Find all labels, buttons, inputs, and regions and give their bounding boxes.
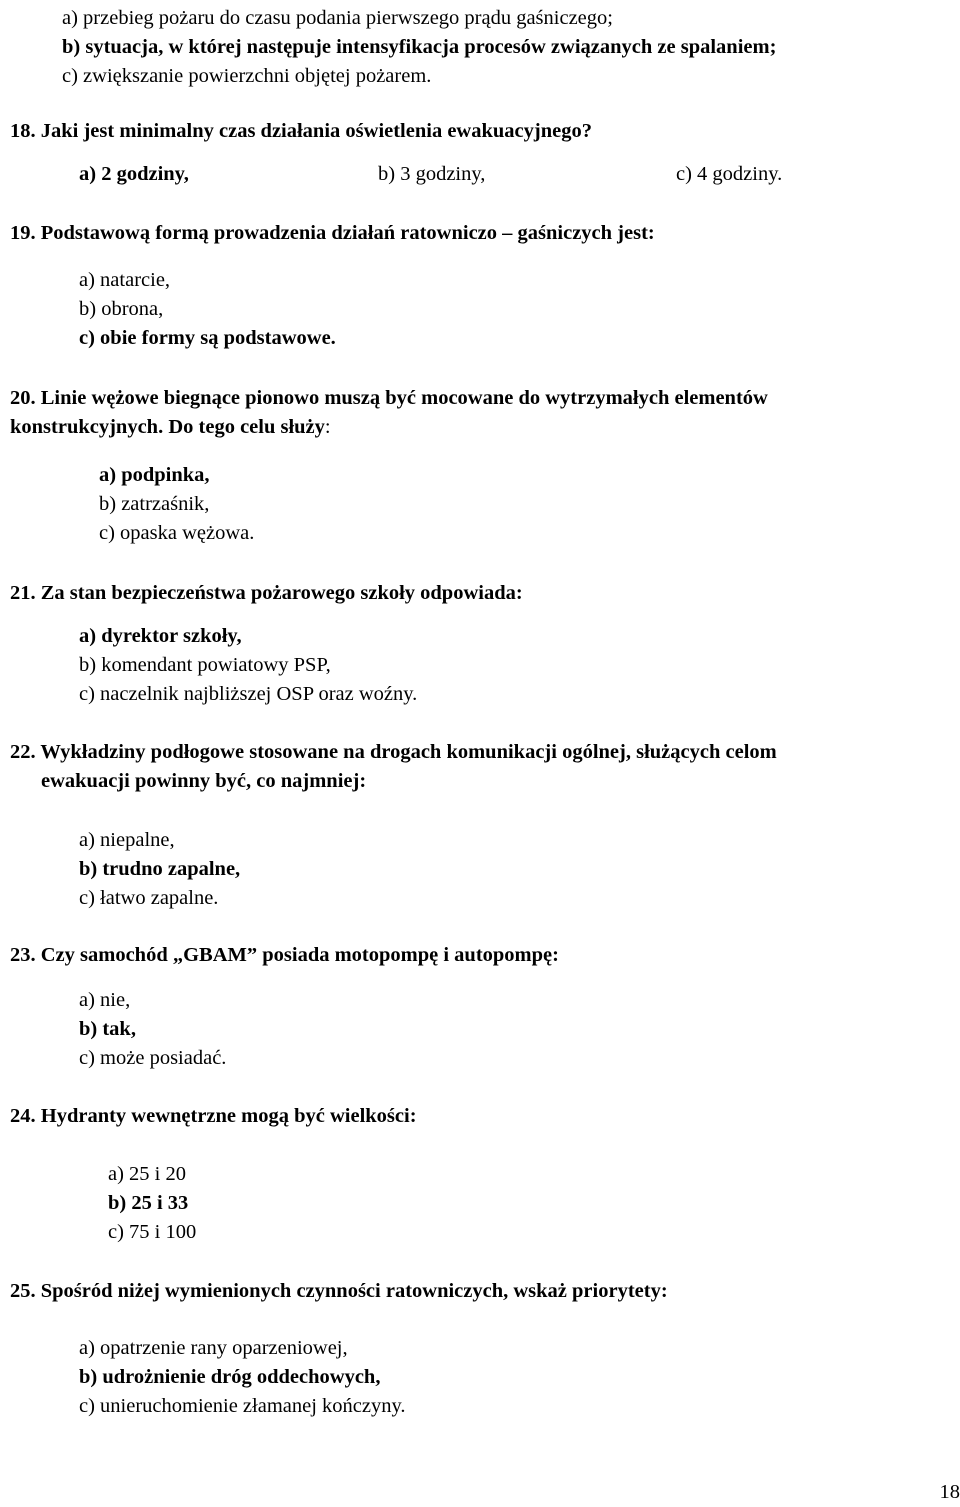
prev-question-option-a: a) przebieg pożaru do czasu podania pierwszego prądu gaśniczego; bbox=[62, 4, 613, 33]
q22-option-b: b) trudno zapalne, bbox=[79, 855, 240, 884]
q25-option-b-prefix: b) bbox=[79, 1366, 102, 1388]
q23-option-a: a) nie, bbox=[79, 986, 130, 1015]
q19-option-c: c) obie formy są podstawowe. bbox=[79, 324, 336, 353]
q25-option-b bbox=[79, 1363, 380, 1392]
question-20-line-2-colon: : bbox=[325, 416, 331, 438]
question-21: 21. Za stan bezpieczeństwa pożarowego szkoły odpowiada: bbox=[10, 579, 523, 608]
q25-option-b-text: udrożnienie dróg oddechowych, bbox=[102, 1366, 380, 1388]
q18-option-b: b) 3 godziny, bbox=[378, 160, 485, 189]
q18-option-c: c) 4 godziny. bbox=[676, 160, 782, 189]
prev-question-option-b: b) sytuacja, w której następuje intensyfikacja procesów związanych ze spalaniem; bbox=[62, 33, 776, 62]
q24-option-b: b) 25 i 33 bbox=[108, 1189, 188, 1218]
q21-option-a: a) dyrektor szkoły, bbox=[79, 622, 242, 651]
question-22-line-1: 22. Wykładziny podłogowe stosowane na drogach komunikacji ogólnej, służących celom bbox=[10, 738, 777, 767]
q20-option-a: a) podpinka, bbox=[99, 461, 210, 490]
question-23: 23. Czy samochód „GBAM” posiada motopompę i autopompę: bbox=[10, 941, 559, 970]
page-number: 18 bbox=[940, 1478, 960, 1507]
question-20-line-2 bbox=[10, 413, 331, 442]
question-24: 24. Hydranty wewnętrzne mogą być wielkości: bbox=[10, 1102, 417, 1131]
q23-option-c: c) może posiadać. bbox=[79, 1044, 226, 1073]
q23-option-b: b) tak, bbox=[79, 1015, 136, 1044]
q18-option-a: a) 2 godziny, bbox=[79, 160, 189, 189]
question-19: 19. Podstawową formą prowadzenia działań ratowniczo – gaśniczych jest: bbox=[10, 219, 655, 248]
q19-option-a: a) natarcie, bbox=[79, 266, 170, 295]
q21-option-b: b) komendant powiatowy PSP, bbox=[79, 651, 331, 680]
q25-option-c: c) unieruchomienie złamanej kończyny. bbox=[79, 1392, 406, 1421]
question-25: 25. Spośród niżej wymienionych czynności ratowniczych, wskaż priorytety: bbox=[10, 1277, 668, 1306]
q25-option-a: a) opatrzenie rany oparzeniowej, bbox=[79, 1334, 348, 1363]
q19-option-b: b) obrona, bbox=[79, 295, 163, 324]
q20-option-b: b) zatrzaśnik, bbox=[99, 490, 209, 519]
question-20-line-2-bold: konstrukcyjnych. Do tego celu służy bbox=[10, 416, 325, 438]
q24-option-a: a) 25 i 20 bbox=[108, 1160, 186, 1189]
prev-question-option-c: c) zwiększanie powierzchni objętej pożarem. bbox=[62, 62, 431, 91]
q24-option-c: c) 75 i 100 bbox=[108, 1218, 196, 1247]
q22-option-c: c) łatwo zapalne. bbox=[79, 884, 218, 913]
question-20-line-1: 20. Linie wężowe biegnące pionowo muszą być mocowane do wytrzymałych elementów bbox=[10, 384, 768, 413]
question-22-line-2: ewakuacji powinny być, co najmniej: bbox=[41, 767, 366, 796]
q21-option-c: c) naczelnik najbliższej OSP oraz woźny. bbox=[79, 680, 417, 709]
q20-option-c: c) opaska wężowa. bbox=[99, 519, 254, 548]
question-18: 18. Jaki jest minimalny czas działania oświetlenia ewakuacyjnego? bbox=[10, 117, 592, 146]
q22-option-a: a) niepalne, bbox=[79, 826, 175, 855]
